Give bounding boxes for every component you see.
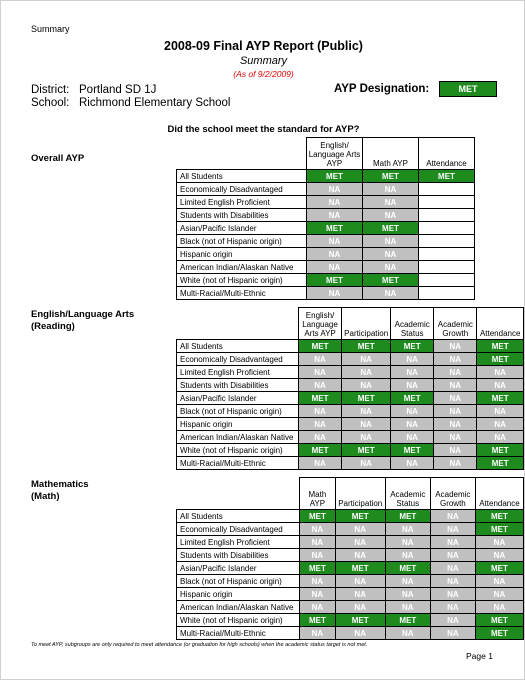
status-cell: MET	[477, 457, 524, 470]
status-cell	[419, 287, 475, 300]
column-header: Attendance	[475, 478, 523, 510]
status-cell	[419, 274, 475, 287]
status-cell: NA	[307, 248, 363, 261]
status-cell: MET	[475, 523, 523, 536]
row-label: Multi-Racial/Multi-Ethnic	[177, 457, 299, 470]
status-cell: NA	[298, 379, 341, 392]
section-title-overall	[31, 153, 84, 165]
district-label: District:	[31, 84, 70, 96]
row-label: Economically Disadvantaged	[177, 183, 307, 196]
status-cell: MET	[335, 614, 385, 627]
table-row	[177, 614, 524, 627]
status-cell: NA	[477, 431, 524, 444]
status-cell: NA	[363, 209, 419, 222]
status-cell: NA	[391, 379, 434, 392]
status-cell: NA	[430, 549, 475, 562]
table-row	[177, 196, 475, 209]
status-cell: NA	[307, 261, 363, 274]
table-row	[177, 405, 524, 418]
row-label: White (not of Hispanic origin)	[177, 444, 299, 457]
overall-ayp-table	[176, 137, 475, 300]
column-header: English/ Language Arts AYP	[298, 308, 341, 340]
section-title-line: (Reading)	[31, 321, 75, 332]
status-cell: NA	[363, 287, 419, 300]
section-title-math	[31, 479, 89, 503]
status-cell: NA	[391, 366, 434, 379]
status-cell: NA	[363, 196, 419, 209]
table-row	[177, 235, 475, 248]
ayp-question: Did the school meet the standard for AYP?	[167, 124, 360, 135]
status-cell: NA	[385, 523, 430, 536]
status-cell: NA	[434, 366, 477, 379]
row-label: Economically Disadvantaged	[177, 523, 300, 536]
row-label: Multi-Racial/Multi-Ethnic	[177, 627, 300, 640]
school-line	[31, 97, 231, 109]
status-cell: NA	[342, 431, 391, 444]
row-label: Economically Disadvantaged	[177, 353, 299, 366]
row-label: Hispanic origin	[177, 418, 299, 431]
status-cell: NA	[300, 549, 336, 562]
status-cell: NA	[430, 588, 475, 601]
status-cell: NA	[475, 536, 523, 549]
table-row	[177, 536, 524, 549]
status-cell: MET	[391, 444, 434, 457]
status-cell: MET	[475, 627, 523, 640]
status-cell: NA	[385, 627, 430, 640]
table-row	[177, 183, 475, 196]
status-cell: NA	[298, 366, 341, 379]
status-cell: NA	[298, 405, 341, 418]
table-row	[177, 261, 475, 274]
row-label: American Indian/Alaskan Native	[177, 431, 299, 444]
status-cell: NA	[430, 510, 475, 523]
status-cell: NA	[434, 340, 477, 353]
row-label: Hispanic origin	[177, 588, 300, 601]
column-header: Attendance	[477, 308, 524, 340]
table-row	[177, 510, 524, 523]
row-label: Students with Disabilities	[177, 209, 307, 222]
status-cell: NA	[475, 601, 523, 614]
table-row	[177, 287, 475, 300]
status-cell	[419, 209, 475, 222]
status-cell: NA	[307, 196, 363, 209]
status-cell: NA	[363, 183, 419, 196]
status-cell: NA	[385, 588, 430, 601]
as-of-date: (As of 9/2/2009)	[233, 69, 294, 79]
column-header: Math AYP	[300, 478, 336, 510]
table-row	[177, 601, 524, 614]
status-cell: NA	[477, 379, 524, 392]
status-cell: NA	[430, 562, 475, 575]
status-cell: NA	[391, 431, 434, 444]
row-label: Black (not of Hispanic origin)	[177, 575, 300, 588]
status-cell: NA	[363, 248, 419, 261]
status-cell: NA	[298, 418, 341, 431]
school-label: School:	[31, 97, 70, 109]
row-label: Limited English Proficient	[177, 196, 307, 209]
status-cell: NA	[342, 353, 391, 366]
status-cell: MET	[475, 510, 523, 523]
status-cell: MET	[419, 170, 475, 183]
status-cell: NA	[335, 601, 385, 614]
row-label: All Students	[177, 510, 300, 523]
column-header: English/ Language Arts AYP	[307, 138, 363, 170]
school-value: Richmond Elementary School	[79, 97, 231, 109]
row-label: American Indian/Alaskan Native	[177, 601, 300, 614]
table-row	[177, 549, 524, 562]
table-row	[177, 170, 475, 183]
table-row	[177, 353, 524, 366]
table-row	[177, 222, 475, 235]
status-cell: NA	[342, 405, 391, 418]
status-cell	[419, 261, 475, 274]
status-cell: NA	[475, 575, 523, 588]
column-header: Participation	[342, 308, 391, 340]
row-label: Multi-Racial/Multi-Ethnic	[177, 287, 307, 300]
status-cell: MET	[363, 170, 419, 183]
column-header: Academic Growth	[430, 478, 475, 510]
table-row	[177, 562, 524, 575]
status-cell	[419, 222, 475, 235]
table-row	[177, 444, 524, 457]
status-cell	[419, 196, 475, 209]
table-row	[177, 379, 524, 392]
row-label: Students with Disabilities	[177, 549, 300, 562]
status-cell: NA	[342, 418, 391, 431]
status-cell: NA	[298, 431, 341, 444]
status-cell: NA	[434, 405, 477, 418]
status-cell: MET	[475, 614, 523, 627]
table-row	[177, 575, 524, 588]
status-cell: MET	[477, 353, 524, 366]
header-blank-cell	[177, 478, 300, 510]
status-cell: NA	[385, 601, 430, 614]
status-cell: NA	[434, 457, 477, 470]
status-cell: MET	[342, 392, 391, 405]
status-cell: NA	[434, 444, 477, 457]
table-row	[177, 340, 524, 353]
status-cell: MET	[477, 340, 524, 353]
column-header: Academic Status	[385, 478, 430, 510]
page-number: Page 1	[466, 651, 493, 661]
status-cell: NA	[307, 183, 363, 196]
status-cell: NA	[385, 575, 430, 588]
status-cell: NA	[300, 536, 336, 549]
table-row	[177, 248, 475, 261]
row-label: Limited English Proficient	[177, 536, 300, 549]
status-cell: NA	[434, 353, 477, 366]
status-cell: NA	[434, 392, 477, 405]
row-label: All Students	[177, 340, 299, 353]
status-cell: MET	[477, 444, 524, 457]
status-cell: NA	[434, 431, 477, 444]
status-cell: NA	[391, 405, 434, 418]
status-cell: NA	[391, 353, 434, 366]
section-title-line: Mathematics	[31, 479, 89, 490]
status-cell: NA	[477, 405, 524, 418]
ayp-designation-label: AYP Designation:	[334, 83, 430, 95]
status-cell: NA	[434, 418, 477, 431]
footnote: To meet AYP, subgroups are only required to meet attendance (or graduation for high schools) when the academic status target is not met.	[31, 642, 368, 648]
status-cell: MET	[363, 222, 419, 235]
row-label: Asian/Pacific Islander	[177, 392, 299, 405]
table-row	[177, 392, 524, 405]
status-cell: NA	[477, 366, 524, 379]
status-cell: NA	[300, 627, 336, 640]
status-cell: MET	[342, 340, 391, 353]
status-cell: NA	[430, 575, 475, 588]
table-row	[177, 366, 524, 379]
section-title-line: Overall AYP	[31, 153, 85, 164]
district-line	[31, 84, 156, 96]
table-row	[177, 431, 524, 444]
status-cell: NA	[342, 366, 391, 379]
column-header: Attendance	[419, 138, 475, 170]
row-label: American Indian/Alaskan Native	[177, 261, 307, 274]
status-cell: NA	[430, 627, 475, 640]
status-cell	[419, 248, 475, 261]
status-cell: NA	[307, 209, 363, 222]
status-cell: MET	[335, 562, 385, 575]
status-cell: NA	[300, 588, 336, 601]
row-label: Students with Disabilities	[177, 379, 299, 392]
table-row	[177, 418, 524, 431]
section-title-line: English/Language Arts	[31, 309, 135, 320]
report-title: 2008-09 Final AYP Report (Public)	[164, 39, 363, 53]
status-cell: NA	[307, 287, 363, 300]
header-blank-cell	[177, 308, 299, 340]
status-cell: MET	[391, 340, 434, 353]
status-cell: NA	[335, 575, 385, 588]
row-label: Hispanic origin	[177, 248, 307, 261]
status-cell: MET	[385, 510, 430, 523]
table-row	[177, 523, 524, 536]
status-cell: MET	[307, 222, 363, 235]
status-cell: NA	[335, 627, 385, 640]
status-cell	[419, 235, 475, 248]
status-cell: NA	[430, 614, 475, 627]
status-cell: NA	[335, 549, 385, 562]
table-header-row	[177, 138, 475, 170]
table-row	[177, 457, 524, 470]
row-label: Asian/Pacific Islander	[177, 562, 300, 575]
table-header-row	[177, 308, 524, 340]
row-label: Black (not of Hispanic origin)	[177, 405, 299, 418]
table-header-row	[177, 478, 524, 510]
status-cell: NA	[363, 235, 419, 248]
district-value: Portland SD 1J	[79, 84, 157, 96]
status-cell: NA	[430, 536, 475, 549]
status-cell: NA	[434, 379, 477, 392]
column-header: Participation	[335, 478, 385, 510]
row-label: Asian/Pacific Islander	[177, 222, 307, 235]
section-title-ela	[31, 309, 134, 333]
status-cell: NA	[342, 379, 391, 392]
status-cell: NA	[307, 235, 363, 248]
table-row	[177, 274, 475, 287]
status-cell: MET	[385, 614, 430, 627]
status-cell: MET	[298, 392, 341, 405]
status-cell: NA	[335, 523, 385, 536]
status-cell: MET	[385, 562, 430, 575]
ela-table	[176, 307, 524, 470]
status-cell: NA	[335, 536, 385, 549]
status-cell: MET	[300, 562, 336, 575]
status-cell: MET	[300, 614, 336, 627]
header-blank-cell	[177, 138, 307, 170]
status-cell: MET	[475, 562, 523, 575]
status-cell: MET	[342, 444, 391, 457]
table-row	[177, 627, 524, 640]
status-cell: NA	[363, 261, 419, 274]
status-cell: NA	[300, 523, 336, 536]
table-row	[177, 209, 475, 222]
status-cell: NA	[342, 457, 391, 470]
ayp-designation-badge: MET	[439, 81, 497, 97]
status-cell: MET	[363, 274, 419, 287]
row-label: White (not of Hispanic origin)	[177, 274, 307, 287]
column-header: Math AYP	[363, 138, 419, 170]
row-label: White (not of Hispanic origin)	[177, 614, 300, 627]
row-label: Black (not of Hispanic origin)	[177, 235, 307, 248]
status-cell: NA	[475, 588, 523, 601]
status-cell: MET	[307, 274, 363, 287]
status-cell: NA	[300, 575, 336, 588]
status-cell: NA	[391, 457, 434, 470]
row-label: All Students	[177, 170, 307, 183]
status-cell: NA	[385, 549, 430, 562]
status-cell: NA	[300, 601, 336, 614]
status-cell: MET	[298, 444, 341, 457]
status-cell: NA	[298, 457, 341, 470]
status-cell: MET	[298, 340, 341, 353]
status-cell: MET	[391, 392, 434, 405]
status-cell: NA	[391, 418, 434, 431]
status-cell: MET	[307, 170, 363, 183]
status-cell	[419, 183, 475, 196]
status-cell: NA	[335, 588, 385, 601]
header-label: Summary	[31, 24, 70, 34]
status-cell: MET	[335, 510, 385, 523]
status-cell: NA	[385, 536, 430, 549]
column-header: Academic Status	[391, 308, 434, 340]
status-cell: NA	[475, 549, 523, 562]
section-title-line: (Math)	[31, 491, 60, 502]
status-cell: NA	[477, 418, 524, 431]
column-header: Academic Growth	[434, 308, 477, 340]
status-cell: MET	[477, 392, 524, 405]
status-cell: NA	[430, 601, 475, 614]
report-subtitle: Summary	[239, 55, 288, 67]
status-cell: NA	[430, 523, 475, 536]
table-row	[177, 588, 524, 601]
status-cell: MET	[300, 510, 336, 523]
row-label: Limited English Proficient	[177, 366, 299, 379]
status-cell: NA	[298, 353, 341, 366]
math-table	[176, 477, 524, 640]
